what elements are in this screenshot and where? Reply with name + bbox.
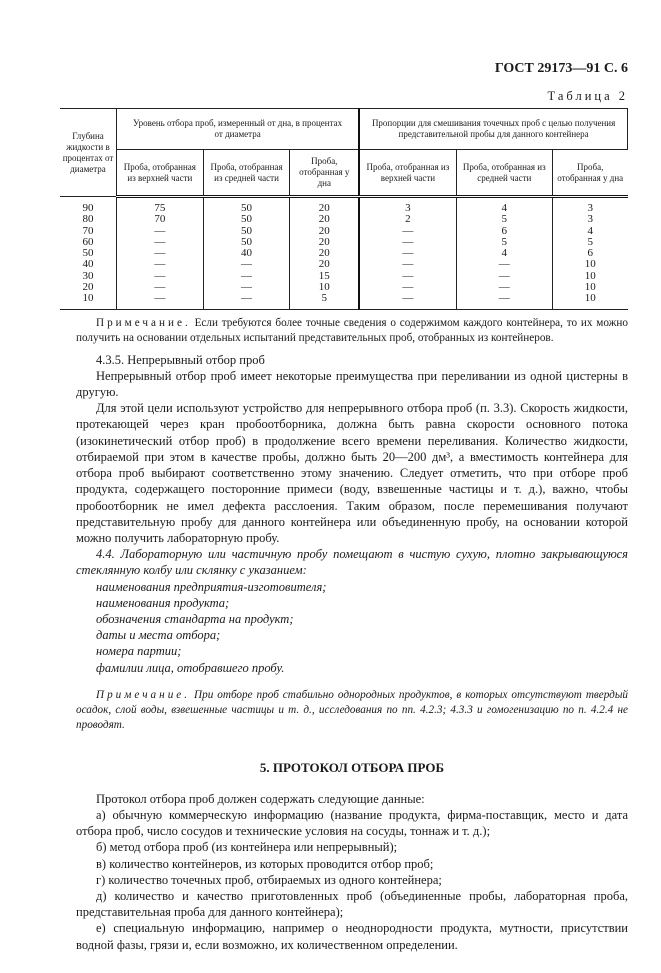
list-item: г) количество точечных проб, отбираемых из одного контейнера; — [96, 872, 442, 887]
table-cell: 5 — [290, 293, 359, 309]
table-cell: 10 — [290, 282, 359, 293]
table-cell: 5 — [456, 214, 552, 225]
table-cell: 10 — [552, 259, 627, 270]
table-row — [60, 271, 628, 282]
table-cell: 6 — [552, 248, 627, 259]
table-cell: 3 — [552, 197, 627, 215]
subcol-header: Проба, отобранная из средней части — [203, 150, 290, 197]
table-cell: — — [203, 293, 290, 309]
table-cell: — — [359, 226, 456, 237]
list-item: наименования продукта; — [96, 595, 230, 610]
table-cell: — — [456, 293, 552, 309]
table-cell: 20 — [290, 259, 359, 270]
table-cell: — — [203, 271, 290, 282]
table-cell: — — [359, 271, 456, 282]
list-item: е) специальную информацию, например о неоднородности продукта, мутности, присутствии водной фазы, грязи и, если возможно, их количественном определении. — [76, 921, 628, 952]
section-5 — [76, 791, 628, 953]
table-cell: 50 — [203, 237, 290, 248]
table-cell: — — [117, 226, 204, 237]
table-cell: 30 — [82, 269, 94, 282]
subcol-header: Проба, отобранная из верхней части — [359, 150, 456, 197]
table-row — [60, 197, 628, 215]
table-cell: 5 — [456, 237, 552, 248]
note-text: При отборе проб стабильно однородных продуктов, в которых отсутствуют твердый осадок, слой воды, взвешенные частицы и т. д., исследования по пп. 4.2.3; 4.3.3 и гомогенизацию по п. 4.2.4 не проводят. — [76, 688, 628, 731]
list-item: б) метод отбора проб (из контейнера или непрерывный); — [96, 840, 398, 855]
table-cell: 2 — [359, 214, 456, 225]
list-item: д) количество и качество приготовленных проб (объединенные пробы, лабораторная проба, представительная проба для данного контейнера); — [76, 888, 628, 920]
table-cell: 3 — [552, 214, 627, 225]
table-cell: 20 — [290, 197, 359, 215]
table-cell: 10 — [552, 293, 627, 309]
subcol-header: Проба, отобранная из верхней части — [117, 150, 204, 197]
table-cell: 6 — [456, 226, 552, 237]
table-cell: 50 — [203, 214, 290, 225]
table-cell: 50 — [203, 197, 290, 215]
section-4-4-list — [76, 579, 628, 676]
table-cell: — — [359, 282, 456, 293]
table-cell: 15 — [290, 271, 359, 282]
section-4-4: 4.4. Лабораторную или частичную пробу помещают в чистую сухую, плотно закрывающуюся стеклянную колбу или склянку с указанием: — [76, 547, 628, 578]
table-cell: 4 — [456, 197, 552, 215]
table-row — [60, 226, 628, 237]
section-title: 4.3.5. Непрерывный отбор проб — [96, 352, 265, 367]
table-cell: — — [359, 237, 456, 248]
note-2 — [76, 688, 628, 733]
table-cell: — — [117, 293, 204, 309]
table-cell: 20 — [290, 214, 359, 225]
list-item: а) обычную коммерческую информацию (название продукта, фирма-поставщик, место и дата отбора проб, число сосудов и технические условия на сосуды, тоннаж и т. д.); — [76, 807, 628, 839]
paragraph: Протокол отбора проб должен содержать следующие данные: — [96, 791, 425, 806]
table-cell: 70 — [82, 224, 94, 237]
table-cell: 5 — [552, 237, 627, 248]
table-cell: 20 — [290, 248, 359, 259]
table-row — [60, 282, 628, 293]
table-cell: — — [117, 271, 204, 282]
table-row — [60, 248, 628, 259]
subcol-header: Проба, отобранная у дна — [290, 150, 359, 197]
list-item: в) количество контейнеров, из которых проводится отбор проб; — [96, 856, 434, 871]
paragraph: Непрерывный отбор проб имеет некоторые преимущества при переливании из одной цистерны в другую. — [76, 368, 628, 400]
table-cell: 4 — [552, 226, 627, 237]
table-cell: 60 — [82, 235, 94, 248]
table-cell: 3 — [359, 197, 456, 215]
table-cell: — — [203, 259, 290, 270]
note-1 — [76, 316, 628, 346]
table-row — [60, 259, 628, 270]
table-caption: Таблица 2 — [547, 89, 628, 103]
list-item: фамилии лица, отобравшего пробу. — [96, 660, 285, 675]
section-4-3-5 — [76, 352, 628, 676]
subcol-header: Проба, отобранная у дна — [552, 150, 627, 197]
table-cell: 50 — [203, 226, 290, 237]
sampling-table — [60, 108, 628, 310]
section-5-list — [76, 807, 628, 953]
note-label: Примечание. — [96, 688, 191, 701]
table-cell: 4 — [456, 248, 552, 259]
subcol-header: Проба, отобранная из средней части — [456, 150, 552, 197]
page-header: ГОСТ 29173—91 С. 6 — [494, 61, 628, 76]
table-cell: — — [359, 248, 456, 259]
list-item: номера партии; — [96, 644, 182, 659]
table-cell: — — [456, 259, 552, 270]
table-cell: 50 — [82, 247, 94, 260]
table-cell: — — [203, 282, 290, 293]
section-5-title: 5. ПРОТОКОЛ ОТБОРА ПРОБ — [259, 759, 445, 775]
list-item: обозначения стандарта на продукт; — [96, 611, 294, 626]
table-cell: 20 — [290, 226, 359, 237]
table-cell: 10 — [552, 271, 627, 282]
table-row — [60, 214, 628, 225]
group-header-proportions: Пропорции для смешивания точечных проб с целью получения представительной пробы для данного контейнера — [359, 109, 627, 150]
table-cell: 20 — [82, 281, 94, 294]
list-item: наименования предприятия-изготовителя; — [96, 579, 327, 594]
table-row — [60, 237, 628, 248]
table-cell: 40 — [203, 248, 290, 259]
col-depth-header: Глубина жидкости в процентах от диаметра — [60, 109, 117, 197]
table-cell: — — [359, 259, 456, 270]
note-text: Если требуются более точные сведения о содержимом каждого контейнера, то их можно получить на основании отдельных испытаний представительных проб, отобранных из контейнеров. — [76, 316, 628, 344]
table-cell: 10 — [552, 282, 627, 293]
table-cell: 10 — [60, 293, 117, 309]
paragraph: Для этой цели используют устройство для непрерывного отбора проб (п. 3.3). Скорость жидкости, протекающей через кран пробоотборника, должна быть равна скорости основного потока (изокинетический отбор проб) в продолжение всего времени переливания. Количество жидкости, отбираемой при этом в качестве пробы, должно быть 20—200 дм³, а вместимость контейнера для отбора проб выбирают соответственно этому значению. Следует отметить, что при отборе проб продукта, содержащего посторонние примеси (воду, взвешенные частицы и т. д.), важно, чтобы пробоотборник не имел дефекта расслоения. Таким образом, после перемешивания получают представительную пробу для данного контейнера или объединенную пробу, на основании которой можно получить лабораторную пробу. — [76, 401, 628, 545]
table-cell: 80 — [82, 213, 94, 226]
table-cell: — — [117, 282, 204, 293]
group-header-level: Уровень отбора проб, измеренный от дна, в процентах от диаметра — [117, 109, 360, 150]
table-cell: 20 — [290, 237, 359, 248]
table-cell: — — [359, 293, 456, 309]
note-label: Примечание. — [96, 316, 191, 329]
table-cell: — — [117, 237, 204, 248]
table-row — [60, 293, 628, 309]
table-cell: — — [456, 282, 552, 293]
table-cell: — — [117, 259, 204, 270]
list-item: даты и места отбора; — [96, 628, 221, 643]
table-cell: 90 — [82, 201, 94, 214]
table-cell: — — [117, 248, 204, 259]
table-cell: 70 — [117, 214, 204, 225]
table-cell: 75 — [117, 197, 204, 215]
table-cell: 40 — [82, 258, 94, 271]
table-cell: — — [456, 271, 552, 282]
